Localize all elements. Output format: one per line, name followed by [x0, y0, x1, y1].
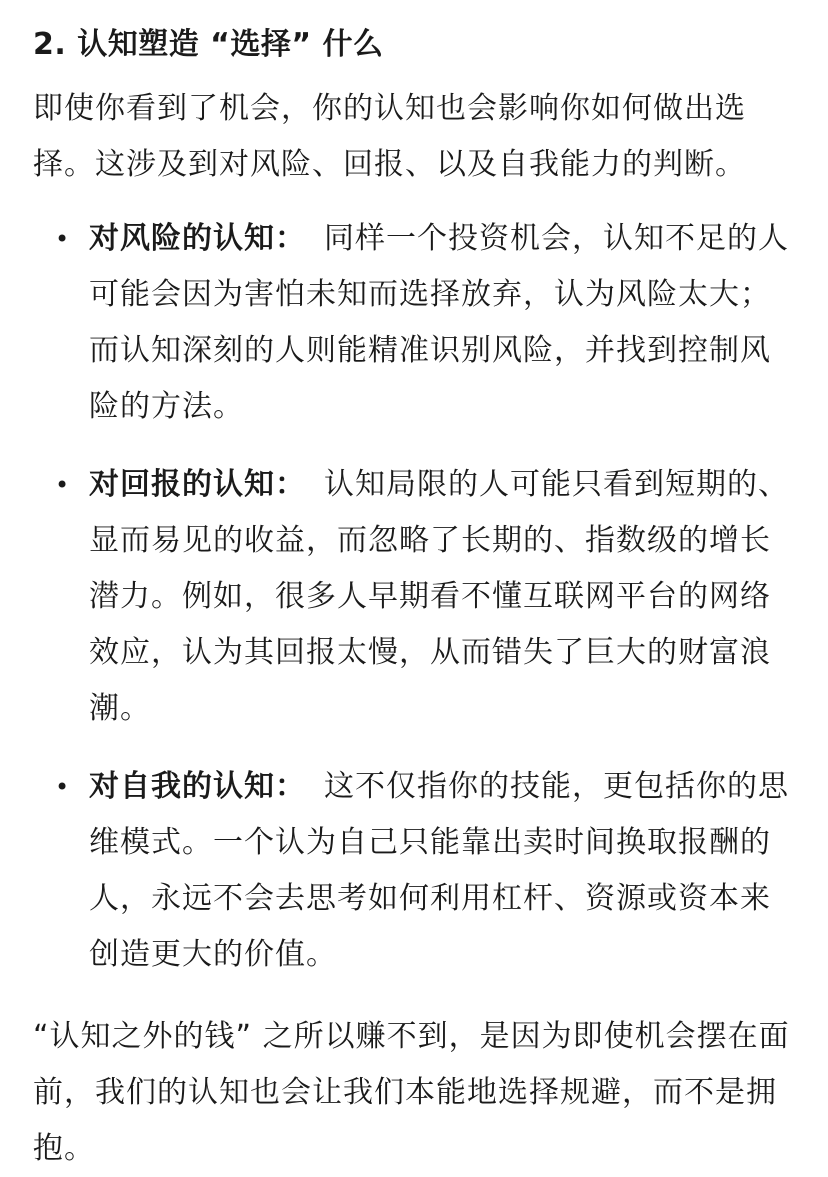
bullet-marker: •	[55, 773, 71, 801]
bullet-term: 对风险的认知：	[89, 221, 306, 256]
bullet-marker: •	[55, 471, 71, 499]
closing-paragraph: “认知之外的钱” 之所以赚不到，是因为即使机会摆在面前，我们的认知也会让我们本能地选择规避，而不是拥抱。	[33, 1019, 790, 1166]
bullet-marker: •	[55, 225, 71, 253]
intro-paragraph: 即使你看到了机会，你的认知也会影响你如何做出选择。这涉及到对风险、回报、以及自我能力的判断。	[33, 91, 746, 182]
bullet-text: 认知局限的人可能只看到短期的、显而易见的收益，而忽略了长期的、指数级的增长潜力。例如，很多人早期看不懂互联网平台的网络效应，认为其回报太慢，从而错失了巨大的财富浪潮。	[89, 467, 789, 726]
bullet-item-risk	[33, 211, 798, 435]
section-heading: 2. 认知塑造 “选择” 什么	[33, 27, 384, 62]
bullet-list	[33, 211, 798, 983]
bullet-item-return	[33, 457, 798, 737]
bullet-text: 这不仅指你的技能，更包括你的思维模式。一个认为自己只能靠出卖时间换取报酬的人，永远不会去思考如何利用杠杆、资源或资本来创造更大的价值。	[89, 769, 789, 972]
bullet-text: 同样一个投资机会，认知不足的人可能会因为害怕未知而选择放弃，认为风险太大；而认知深刻的人则能精准识别风险，并找到控制风险的方法。	[89, 221, 789, 424]
bullet-item-self	[33, 759, 798, 983]
bullet-term: 对回报的认知：	[89, 467, 306, 502]
bullet-term: 对自我的认知：	[89, 769, 306, 804]
